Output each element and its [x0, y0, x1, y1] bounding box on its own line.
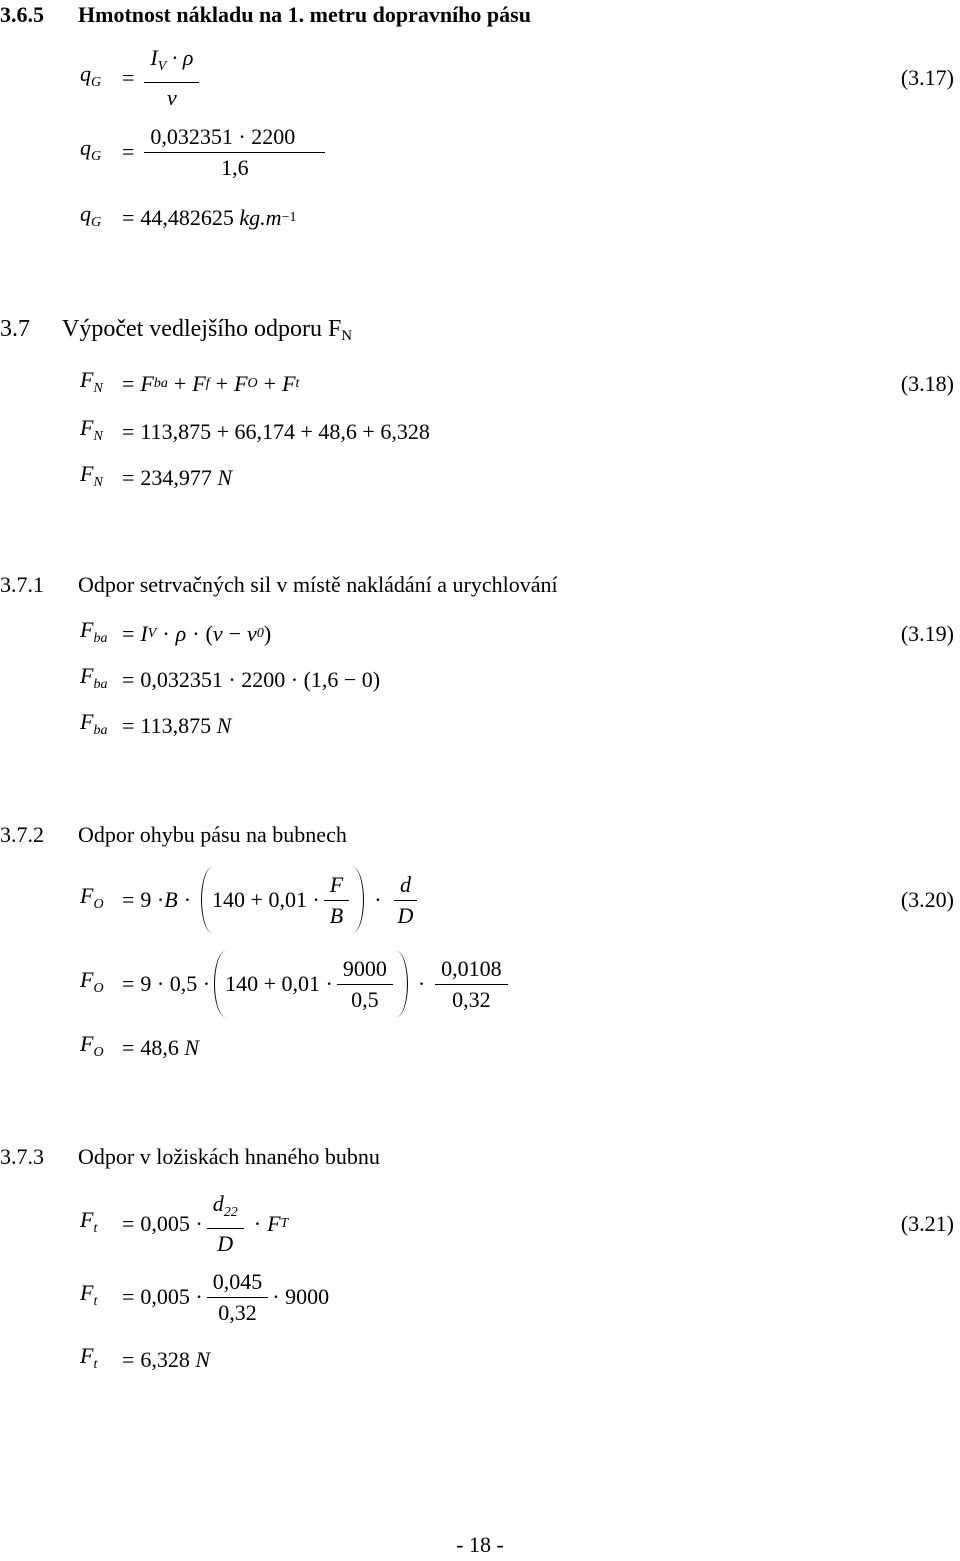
equation-3-17-substituted: $q_G$ = $\frac{0,032351 \cdot 2200}{1,6}$	[80, 120, 960, 184]
equation-3-17-result: $q_G$ = 44,482625 kg.m −1	[80, 200, 297, 230]
fraction: $\frac{I_V \cdot \rho}{v}$	[144, 45, 199, 111]
section-number: 3.6.5	[0, 2, 44, 27]
equation-number: (3.17)	[900, 65, 954, 90]
equation-3-20: $F_O$ = 9 · B · 140 + 0,01 · $\frac{F}{B}$ · $\frac{d}{D}$ (3.20)	[80, 862, 960, 938]
equation-number: (3.19)	[900, 621, 954, 646]
section-number: 3.7.1	[0, 572, 44, 597]
section-number: 3.7	[0, 316, 30, 342]
section-heading-3-7-1	[0, 572, 558, 598]
equation-3-20-result: $F_O$ = 48,6 N	[80, 1030, 200, 1060]
equation-3-19: $F_{ba}$ = I V · ρ · ( v − v 0 ) (3.19)	[80, 616, 954, 646]
equation-number: (3.18)	[900, 371, 954, 396]
equation-3-21: $F_t$ = 0,005 · $\frac{d_{22}}{D}$ · F T (3.21)	[80, 1191, 954, 1256]
equation-3-21-substituted: $F_t$ = 0,005 · $\frac{0,045}{0,32}$ · 9000	[80, 1268, 330, 1325]
equation-3-21-result: $F_t$ = 6,328 N	[80, 1342, 211, 1372]
parenthesized-expression: 140 + 0,01 · $\frac{F}{B}$	[201, 867, 364, 933]
equation-number: (3.20)	[900, 887, 954, 912]
equation-3-18: $F_N$ = F ba + F f + F O + F t (3.18)	[80, 366, 954, 396]
equation-3-18-substituted: $F_N$ = 113,875 + 66,174 + 48,6 + 6,328	[80, 414, 430, 444]
equation-3-19-result: $F_{ba}$ = 113,875 N	[80, 708, 232, 738]
fraction: $\frac{0,032351 \cdot 2200}{1,6}$	[144, 124, 325, 181]
section-title: Hmotnost nákladu na 1. metru dopravního pásu	[78, 2, 531, 27]
equation-3-20-substituted: $F_O$ = 9 · 0,5 · 140 + 0,01 · $\frac{9000}{0,5}$ · $\frac{0,0108}{0,32}$	[80, 946, 960, 1022]
section-title: Odpor setrvačných sil v místě nakládání a urychlování	[78, 572, 558, 597]
section-heading-3-6-5	[0, 2, 531, 28]
section-heading-3-7-2	[0, 822, 347, 848]
section-title: Odpor ohybu pásu na bubnech	[78, 822, 347, 847]
equation-3-19-substituted: $F_{ba}$ = 0,032351 · 2200 · (1,6 − 0)	[80, 662, 381, 692]
page-number: - 18 -	[456, 1532, 504, 1557]
section-title: Výpočet vedlejšího odporu F	[62, 316, 342, 342]
equation-number: (3.21)	[900, 1211, 954, 1236]
equation-3-18-result: $F_N$ = 234,977 N	[80, 460, 233, 490]
parenthesized-expression: 140 + 0,01 · $\frac{9000}{0,5}$	[214, 951, 408, 1017]
equation-3-17: $q_G$ = $\frac{I_V \cdot \rho}{v}$ (3.17)	[80, 45, 954, 110]
section-heading-3-7-3	[0, 1144, 380, 1170]
section-heading-3-7: 3.7 Výpočet vedlejšího odporu $F_N$	[0, 316, 353, 344]
section-title: Odpor v ložiskách hnaného bubnu	[78, 1144, 380, 1169]
section-number: 3.7.3	[0, 1144, 44, 1169]
section-number: 3.7.2	[0, 822, 44, 847]
